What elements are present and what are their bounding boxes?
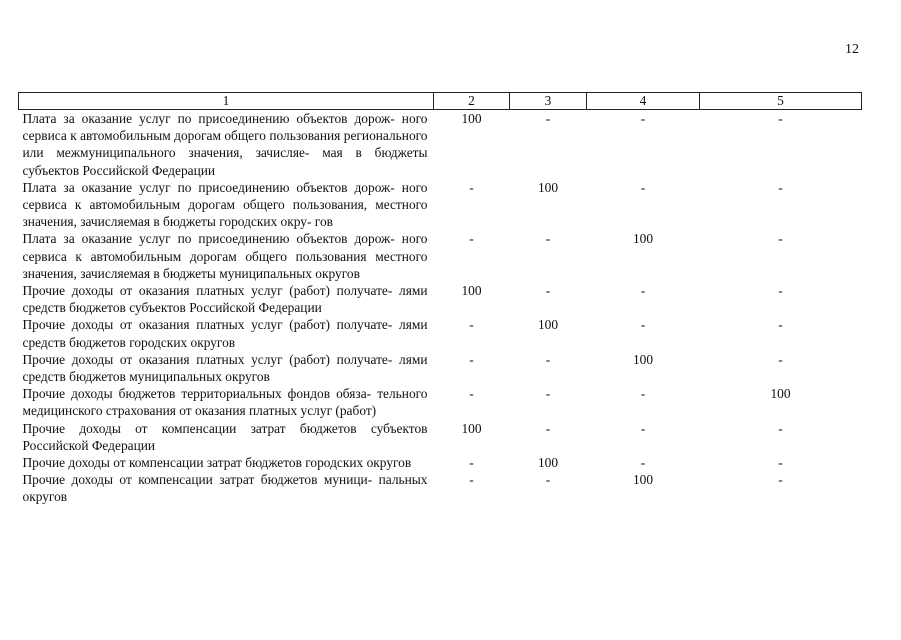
percent-cell-col-5: - — [778, 351, 783, 367]
percent-cell-col-2: - — [469, 386, 474, 402]
percent-cell-col-5: - — [778, 179, 783, 195]
percent-cell-col-5: - — [778, 283, 783, 299]
table-row — [19, 179, 862, 231]
column-header-5: 5 — [700, 93, 862, 110]
percent-cell-col-5: - — [778, 455, 783, 471]
revenue-item-line: Российской Федерации — [22, 437, 156, 453]
table-row — [19, 316, 862, 350]
revenue-item-line: Плата за оказание услуг по присоединению объектов дорож- — [22, 179, 395, 195]
percent-cell-col-4: - — [640, 179, 646, 195]
revenue-item-name — [19, 420, 434, 454]
percent-cell-col-4: - — [640, 420, 646, 436]
table-row — [19, 230, 862, 282]
percent-cell-col-2: - — [469, 351, 474, 367]
percent-cell-col-2: 100 — [461, 111, 482, 126]
column-header-4: 4 — [587, 93, 700, 110]
revenue-item-line: Прочие доходы от компенсации затрат бюджетов субъектов — [22, 420, 428, 436]
revenue-item-line: Прочие доходы от оказания платных услуг (работ) получате- — [22, 283, 393, 299]
percent-cell-col-4: - — [640, 111, 646, 126]
revenue-item-line: округов — [315, 265, 360, 281]
percent-cell-col-3: - — [545, 283, 551, 299]
column-header-2: 2 — [434, 93, 510, 110]
percent-cell-col-3: 100 — [537, 455, 559, 471]
revenue-item-line: ного сервиса к автомобильным дорогам общего пользования, — [22, 179, 428, 213]
percent-cell-col-3: - — [545, 386, 551, 402]
percent-cell-col-2: - — [469, 231, 474, 247]
percent-cell-col-3: 100 — [537, 317, 559, 333]
revenue-item-line: Плата за оказание услуг по присоединению объектов дорож- — [22, 111, 395, 126]
percent-cell-col-2: 100 — [461, 283, 482, 299]
table-row — [19, 385, 862, 419]
table-body — [19, 110, 862, 506]
table-row — [19, 454, 862, 471]
percent-cell-col-4: - — [640, 317, 646, 333]
percent-cell-col-3: - — [545, 420, 551, 436]
percent-cell-col-2: - — [469, 472, 474, 488]
revenue-item-line: Плата за оказание услуг по присоединению объектов дорож- — [22, 231, 395, 247]
table-header — [19, 93, 862, 110]
revenue-item-line: тельного медицинского страхования от оказания платных — [22, 386, 428, 419]
percent-cell-col-3: - — [545, 111, 551, 126]
percent-cell-col-2: - — [469, 317, 474, 333]
percent-cell-col-2: 100 — [461, 420, 482, 436]
revenue-item-line: лями средств бюджетов городских округов — [22, 317, 428, 350]
column-header-3: 3 — [510, 93, 587, 110]
revenue-item-name — [19, 110, 434, 179]
revenue-item-line: лями средств бюджетов субъектов Российской Федерации — [22, 283, 428, 316]
percent-cell-col-5: - — [778, 472, 783, 488]
revenue-item-name — [19, 351, 434, 385]
percent-cell-col-4: - — [640, 455, 646, 471]
revenue-distribution-table — [18, 92, 862, 506]
table-row — [19, 420, 862, 454]
table-row — [19, 110, 862, 179]
percent-cell-col-5: - — [778, 111, 783, 126]
percent-cell-col-4: 100 — [632, 472, 654, 488]
revenue-item-line: пальных округов — [22, 472, 428, 505]
revenue-item-name — [19, 316, 434, 350]
table-row — [19, 282, 862, 316]
revenue-item-line: округов — [366, 455, 412, 471]
percent-cell-col-4: - — [640, 386, 646, 402]
revenue-item-line: Прочие доходы от оказания платных услуг (работ) получате- — [22, 351, 393, 367]
revenue-item-name — [19, 179, 434, 231]
header-row — [19, 93, 862, 110]
revenue-item-line: регионального или межмуниципального значения, зачисляе- — [22, 128, 428, 161]
revenue-item-name — [19, 454, 434, 471]
percent-cell-col-5: - — [778, 420, 783, 436]
table-row — [19, 351, 862, 385]
percent-cell-col-5: - — [778, 231, 783, 247]
percent-cell-col-4: 100 — [632, 351, 654, 367]
percent-cell-col-4: 100 — [632, 231, 654, 247]
revenue-item-name — [19, 282, 434, 316]
percent-cell-col-4: - — [640, 283, 646, 299]
revenue-item-line: гов — [314, 214, 333, 230]
percent-cell-col-3: 100 — [537, 179, 559, 195]
revenue-item-line: услуг (работ) — [300, 403, 377, 419]
percent-cell-col-2: - — [469, 179, 474, 195]
revenue-item-line: Прочие доходы от компенсации затрат бюджетов муници- — [22, 472, 373, 488]
revenue-item-name — [19, 385, 434, 419]
revenue-item-line: Прочие доходы бюджетов территориальных фондов обяза- — [22, 386, 372, 402]
table-row — [19, 471, 862, 505]
revenue-item-line: Прочие доходы от компенсации затрат бюджетов городских — [22, 455, 364, 471]
percent-cell-col-2: - — [469, 455, 474, 471]
percent-cell-col-3: - — [545, 351, 551, 367]
revenue-item-name — [19, 230, 434, 282]
revenue-item-name — [19, 471, 434, 505]
column-header-1: 1 — [19, 93, 434, 110]
page-number: 12 — [845, 42, 859, 57]
revenue-item-line: местного значения, зачисляемая в бюджеты городских окру- — [22, 197, 428, 230]
revenue-item-line: ного сервиса к автомобильным дорогам общего пользования — [22, 111, 428, 144]
revenue-item-line: Прочие доходы от оказания платных услуг (работ) получате- — [22, 317, 393, 333]
revenue-item-line: местного значения, зачисляемая в бюджеты муниципальных — [22, 248, 428, 281]
percent-cell-col-3: - — [545, 231, 551, 247]
revenue-item-line: ного сервиса к автомобильным дорогам общего пользования — [22, 231, 428, 264]
percent-cell-col-5: 100 — [770, 386, 791, 402]
revenue-item-line: мая в бюджеты субъектов Российской Федерации — [22, 145, 428, 178]
percent-cell-col-5: - — [778, 317, 783, 333]
percent-cell-col-3: - — [545, 472, 551, 488]
revenue-item-line: лями средств бюджетов муниципальных округов — [22, 351, 428, 385]
